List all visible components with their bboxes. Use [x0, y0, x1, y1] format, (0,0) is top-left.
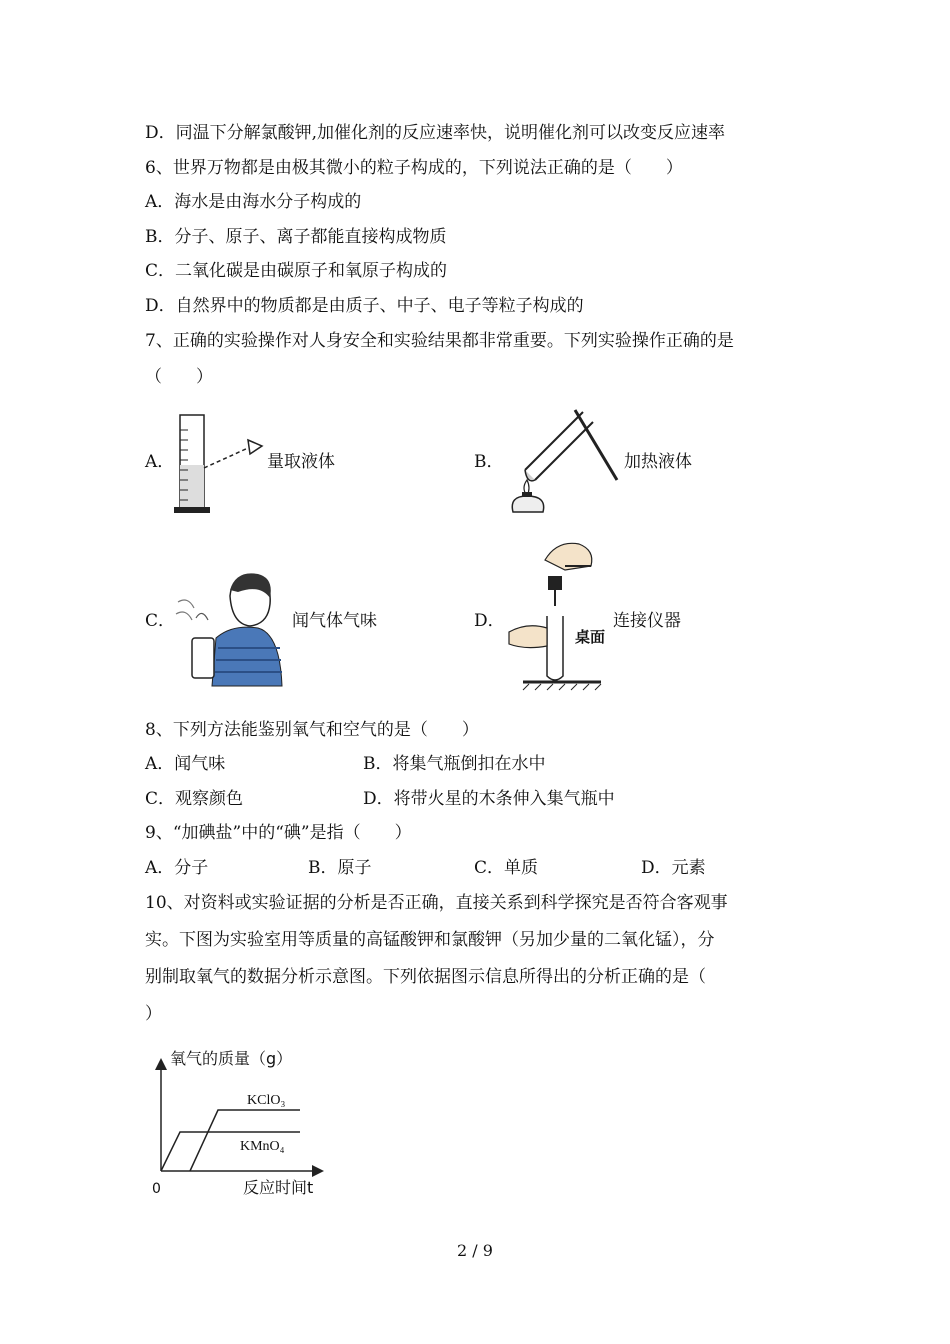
q7-stem: 7、正确的实验操作对人身安全和实验结果都非常重要。下列实验操作正确的是: [145, 331, 734, 351]
q6-option-a: A．海水是由海水分子构成的: [145, 192, 362, 212]
graduated-cylinder-figure: [170, 410, 265, 520]
q10-line-2: 实。下图为实验室用等质量的高锰酸钾和氯酸钾（另加少量的二氧化锰），分: [145, 930, 715, 950]
q8-option-a: A．闻气味: [145, 754, 226, 774]
smelling-gas-figure: [172, 568, 287, 690]
chart-origin-label: 0: [152, 1181, 161, 1197]
series-kmno4-label: KMnO₄: [240, 1139, 285, 1154]
q7-option-c-label: 闻气体气味: [292, 611, 377, 631]
q5-option-d: D．同温下分解氯酸钾,加催化剂的反应速率快，说明催化剂可以改变反应速率: [145, 123, 726, 143]
q10-line-4: ）: [145, 1004, 162, 1024]
q6-option-d: D．自然界中的物质都是由质子、中子、电子等粒子构成的: [145, 296, 584, 316]
oxygen-mass-chart: [140, 1040, 340, 1205]
desk-label: 桌面: [575, 628, 606, 646]
q7-option-b-label: 加热液体: [624, 452, 692, 472]
chart-xlabel: 反应时间t: [243, 1178, 314, 1197]
q10-line-1: 10、对资料或实验证据的分析是否正确，直接关系到科学探究是否符合客观事: [145, 893, 728, 913]
q9-option-a: A．分子: [145, 858, 209, 878]
q6-option-c: C．二氧化碳是由碳原子和氧原子构成的: [145, 261, 448, 281]
q9-stem: 9、“加碘盐”中的“碘”是指（ ）: [145, 823, 412, 843]
page-number: 2 / 9: [457, 1241, 493, 1260]
series-kclo3-label: KClO₃: [247, 1093, 286, 1108]
q7-blank: （ ）: [145, 367, 213, 387]
q9-option-d: D．元素: [641, 858, 706, 878]
q8-option-c: C．观察颜色: [145, 789, 244, 809]
q10-line-3: 别制取氧气的数据分析示意图。下列依据图示信息所得出的分析正确的是（: [145, 967, 706, 987]
q7-option-c-letter: C．: [145, 611, 176, 631]
q8-stem: 8、下列方法能鉴别氧气和空气的是（ ）: [145, 720, 479, 740]
q8-option-b: B．将集气瓶倒扣在水中: [363, 754, 546, 774]
q8-option-d: D．将带火星的木条伸入集气瓶中: [363, 789, 615, 809]
connecting-apparatus-figure: [505, 536, 610, 692]
q7-option-d-letter: D．: [474, 611, 505, 631]
q7-option-b-letter: B．: [474, 452, 504, 472]
q9-option-b: B．原子: [308, 858, 372, 878]
q7-option-a-letter: A．: [145, 452, 175, 472]
q6-option-b: B．分子、原子、离子都能直接构成物质: [145, 227, 447, 247]
chart-ylabel: 氧气的质量（g）: [170, 1049, 293, 1068]
q6-stem: 6、世界万物都是由极其微小的粒子构成的，下列说法正确的是（ ）: [145, 158, 683, 178]
q7-option-a-label: 量取液体: [267, 452, 335, 472]
heating-test-tube-figure: [505, 402, 620, 522]
q9-option-c: C．单质: [474, 858, 539, 878]
q7-option-d-label: 连接仪器: [613, 611, 681, 631]
